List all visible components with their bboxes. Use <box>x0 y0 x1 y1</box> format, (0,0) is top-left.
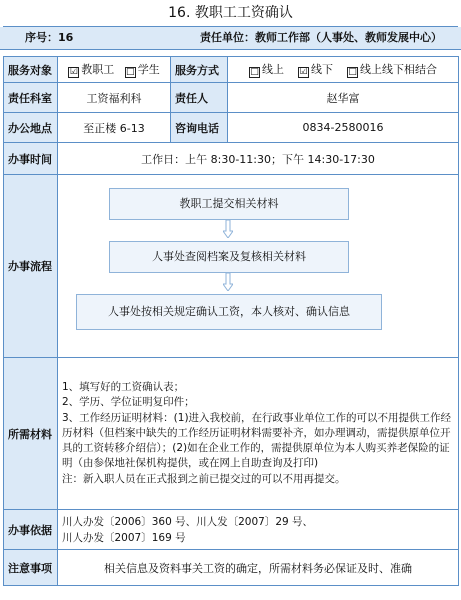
meta-bar <box>0 27 461 50</box>
row-dept-person <box>4 83 459 113</box>
flow-step-2: 人事处查阅档案及复核相关材料 <box>109 241 349 273</box>
basis-value <box>58 510 459 550</box>
basis-line: 川人办发〔2007〕169 号 <box>62 531 186 544</box>
materials-list <box>58 358 459 510</box>
materials-item: 2、学历、学位证明复印件； <box>62 396 195 409</box>
hours-value: 工作日：上午 8:30-11:30；下午 14:30-17:30 <box>58 143 459 175</box>
option-label: 教职工 <box>81 63 115 76</box>
hours-label: 办事时间 <box>4 143 58 175</box>
basis-label: 办事依据 <box>4 510 58 550</box>
row-hours <box>4 143 459 175</box>
info-table <box>3 56 459 586</box>
process-flow-cell <box>58 175 459 358</box>
option-offline[interactable] <box>298 61 333 78</box>
page-title: 16. 教职工工资确认 <box>168 5 293 21</box>
flow-step-3: 人事处按相关规定确认工资，本人核对、确认信息 <box>76 294 382 330</box>
option-label: 线下 <box>311 63 333 76</box>
checked-box-icon: ☑ <box>69 67 78 77</box>
person-label: 责任人 <box>171 83 228 113</box>
option-online[interactable] <box>249 61 284 78</box>
option-label: 线上线下相结合 <box>360 63 437 76</box>
option-hybrid[interactable] <box>347 61 437 78</box>
down-arrow-icon <box>223 273 233 291</box>
mode-label: 服务方式 <box>171 57 228 83</box>
location-label: 办公地点 <box>4 113 58 143</box>
materials-label: 所需材料 <box>4 358 58 510</box>
option-student[interactable] <box>125 61 160 78</box>
target-label: 服务对象 <box>4 57 58 83</box>
notice-label: 注意事项 <box>4 550 58 586</box>
empty-box-icon: □ <box>348 67 357 77</box>
empty-box-icon: □ <box>250 67 259 77</box>
row-notice <box>4 550 459 586</box>
target-options <box>58 57 171 83</box>
process-flowchart <box>58 175 458 357</box>
checked-box-icon: ☑ <box>299 67 308 77</box>
flow-step-1: 教职工提交相关材料 <box>109 188 349 220</box>
dept-label: 责任科室 <box>4 83 58 113</box>
row-location-phone <box>4 113 459 143</box>
mode-options <box>228 57 459 83</box>
serial-number: 序号：16 <box>25 31 74 44</box>
dept-value: 工资福利科 <box>58 83 171 113</box>
option-label: 线上 <box>262 63 284 76</box>
row-process <box>4 175 459 358</box>
row-basis <box>4 510 459 550</box>
option-staff[interactable] <box>68 61 114 78</box>
phone-value: 0834-2580016 <box>228 113 459 143</box>
person-value: 赵华富 <box>228 83 459 113</box>
notice-value: 相关信息及资料事关工资的确定，所需材料务必保证及时、准确 <box>58 550 459 586</box>
materials-item: 3、工作经历证明材料：(1)进入我校前，在行政事业单位工作的可以不用提供工作经历材料（但档案中缺失的工作经历证明材料需要补齐，如办理调动，需提供原单位开具的工资转移介绍信）；(2)如在企业工作的，需提供原单位为本人购买养老保险的证明（由参保地社保机构提供，或在网上自助查询及打印) <box>62 411 452 470</box>
empty-box-icon: □ <box>125 67 135 77</box>
basis-line: 川人办发〔2006〕360 号、川人发〔2007〕29 号、 <box>62 515 314 528</box>
location-value: 至正楼 6-13 <box>58 113 171 143</box>
option-label: 学生 <box>137 63 160 76</box>
materials-note: 注：新入职人员在正式报到之前已提交过的可以不用再提交。 <box>62 472 346 485</box>
process-label: 办事流程 <box>4 175 58 358</box>
row-target-mode <box>4 57 459 83</box>
phone-label: 咨询电话 <box>171 113 228 143</box>
responsible-unit: 责任单位：教师工作部（人事处、教师发展中心） <box>200 31 442 44</box>
row-materials <box>4 358 459 510</box>
down-arrow-icon <box>223 220 233 238</box>
materials-item: 1、填写好的工资确认表； <box>62 381 185 394</box>
